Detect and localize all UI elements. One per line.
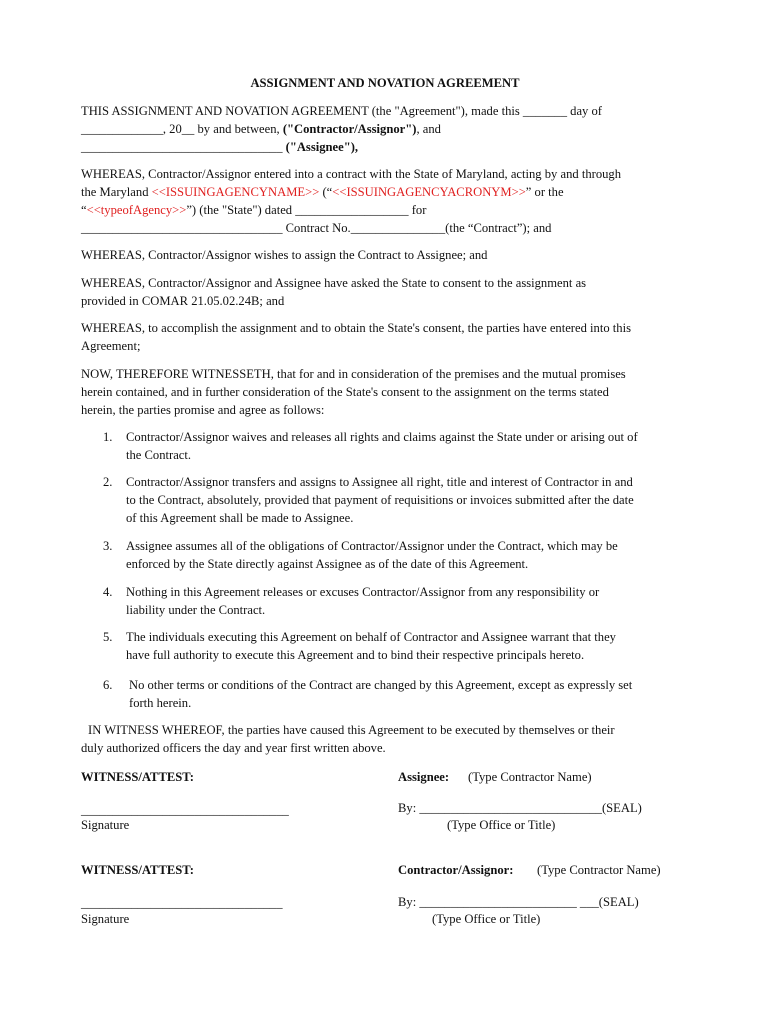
issuing-agency-name-placeholder: <<ISSUINGAGENCYNAME>> <box>151 185 320 199</box>
intro-paragraph <box>81 102 691 156</box>
list-item-number: 5. <box>103 630 113 644</box>
list-item-line: liability under the Contract. <box>126 603 266 617</box>
whereas1-line-2 <box>81 183 691 201</box>
whereas-paragraph-4 <box>81 319 691 355</box>
list-item-line: Contractor/Assignor transfers and assigns to Assignee all right, title and interest of Contractor in and <box>126 475 633 489</box>
signature-caption-1: Signature <box>81 818 130 832</box>
list-item-text <box>126 628 693 664</box>
contractor-by-line[interactable]: By: _________________________ ___(SEAL) <box>398 895 639 909</box>
contractor-assignor-term: ("Contractor/Assignor") <box>282 122 417 136</box>
whereas-paragraph-2: WHEREAS, Contractor/Assignor wishes to assign the Contract to Assignee; and <box>81 248 488 262</box>
document-title: ASSIGNMENT AND NOVATION AGREEMENT <box>250 76 520 90</box>
witness-signature-line-1[interactable]: _________________________________ <box>81 803 289 817</box>
whereas4-line-1: WHEREAS, to accomplish the assignment and to obtain the State's consent, the parties have entered into this <box>81 321 631 335</box>
list-item <box>103 676 693 712</box>
list-item-number: 1. <box>103 430 113 444</box>
therefore-line-1: NOW, THEREFORE WITNESSETH, that for and in consideration of the premises and the mutual promises <box>81 367 626 381</box>
list-item-text <box>126 583 693 619</box>
contractor-title-caption: (Type Office or Title) <box>432 912 541 926</box>
list-item-text <box>126 473 693 527</box>
assignee-by-line[interactable]: By: _____________________________(SEAL) <box>398 801 642 815</box>
intro-line-2-end: , and <box>416 122 441 136</box>
whereas3-line-2: provided in COMAR 21.05.02.24B; and <box>81 294 285 308</box>
whereas3-line-1: WHEREAS, Contractor/Assignor and Assignee have asked the State to consent to the assignment as <box>81 276 587 290</box>
list-item-text <box>129 676 693 712</box>
list-item-line: Contractor/Assignor waives and releases all rights and claims against the State under or arising out of <box>126 430 638 444</box>
whereas1-line-1: WHEREAS, Contractor/Assignor entered into a contract with the State of Maryland, acting by and through <box>81 167 622 181</box>
witness-signature-line-2[interactable]: ________________________________ <box>81 896 283 910</box>
list-item-text <box>126 428 693 464</box>
list-item-line: the Contract. <box>126 448 192 462</box>
list-item-number: 2. <box>103 475 113 489</box>
whereas1-line-3 <box>81 201 691 219</box>
intro-line-3 <box>81 138 691 156</box>
signature-caption-2: Signature <box>81 912 130 926</box>
whereas1-line-2-c: ” or the <box>525 185 564 199</box>
whereas-paragraph-1 <box>81 165 691 237</box>
list-item-number: 4. <box>103 585 113 599</box>
list-item-line: forth herein. <box>129 696 192 710</box>
list-item-line: Nothing in this Agreement releases or excuses Contractor/Assignor from any responsibility or <box>126 585 600 599</box>
list-item-number: 6. <box>103 678 113 692</box>
agency-type-placeholder: <<typeofAgency>> <box>86 203 187 217</box>
witness-attest-label-1: WITNESS/ATTEST: <box>81 770 194 784</box>
whereas1-line-4: ________________________________ Contract No._______________(the “Contract”); and <box>81 221 552 235</box>
intro-line-2 <box>81 120 691 138</box>
list-item-line: Assignee assumes all of the obligations of Contractor/Assignor under the Contract, which may be <box>126 539 618 553</box>
whereas1-line-2-b: (“ <box>319 185 333 199</box>
intro-line-2-text: _____________, 20__ by and between, <box>81 122 283 136</box>
therefore-line-3: herein, the parties promise and agree as follows: <box>81 403 325 417</box>
contractor-assignor-label: Contractor/Assignor: <box>398 863 514 877</box>
list-item <box>103 428 693 464</box>
assignee-label: Assignee: <box>398 770 450 784</box>
intro-line-1: THIS ASSIGNMENT AND NOVATION AGREEMENT (the "Agreement"), made this _______ day of <box>81 104 602 118</box>
issuing-agency-acronym-placeholder: <<ISSUINGAGENCYACRONYM>> <box>332 185 526 199</box>
witness-line-1: IN WITNESS WHEREOF, the parties have caused this Agreement to be executed by themselves or their <box>88 723 615 737</box>
witness-line-2: duly authorized officers the day and year first written above. <box>81 741 386 755</box>
whereas1-line-2-a: the Maryland <box>81 185 152 199</box>
list-item-line: The individuals executing this Agreement on behalf of Contractor and Assignee warrant that they <box>126 630 616 644</box>
list-item <box>103 537 693 573</box>
list-item <box>103 583 693 619</box>
whereas-paragraph-3 <box>81 274 691 310</box>
list-item-line: No other terms or conditions of the Contract are changed by this Agreement, except as expressly set <box>129 678 633 692</box>
whereas1-line-3-b: ”) (the "State") dated __________________ for <box>186 203 427 217</box>
intro-line-3-text: ________________________________ <box>81 140 286 154</box>
list-item-line: enforced by the State directly against Assignee as of the date of this Agreement. <box>126 557 529 571</box>
therefore-paragraph <box>81 365 691 419</box>
whereas4-line-2: Agreement; <box>81 339 141 353</box>
list-item <box>103 628 693 664</box>
list-item-line: have full authority to execute this Agreement and to bind their respective principals hereto. <box>126 648 585 662</box>
assignee-title-caption: (Type Office or Title) <box>447 818 556 832</box>
whereas1-line-3-a: “ <box>81 203 87 217</box>
assignee-name-field[interactable]: (Type Contractor Name) <box>468 770 592 784</box>
assignee-term: ("Assignee"), <box>285 140 359 154</box>
therefore-line-2: herein contained, and in further consideration of the State's consent to the assignment on the terms stated <box>81 385 609 399</box>
list-item-line: of this Agreement shall be made to Assignee. <box>126 511 354 525</box>
list-item-line: to the Contract, absolutely, provided that payment of requisitions or invoices submitted after the date <box>126 493 634 507</box>
list-item <box>103 473 693 527</box>
list-item-number: 3. <box>103 539 113 553</box>
witness-paragraph <box>81 721 692 757</box>
list-item-text <box>126 537 693 573</box>
contractor-name-field[interactable]: (Type Contractor Name) <box>537 863 661 877</box>
witness-attest-label-2: WITNESS/ATTEST: <box>81 863 194 877</box>
